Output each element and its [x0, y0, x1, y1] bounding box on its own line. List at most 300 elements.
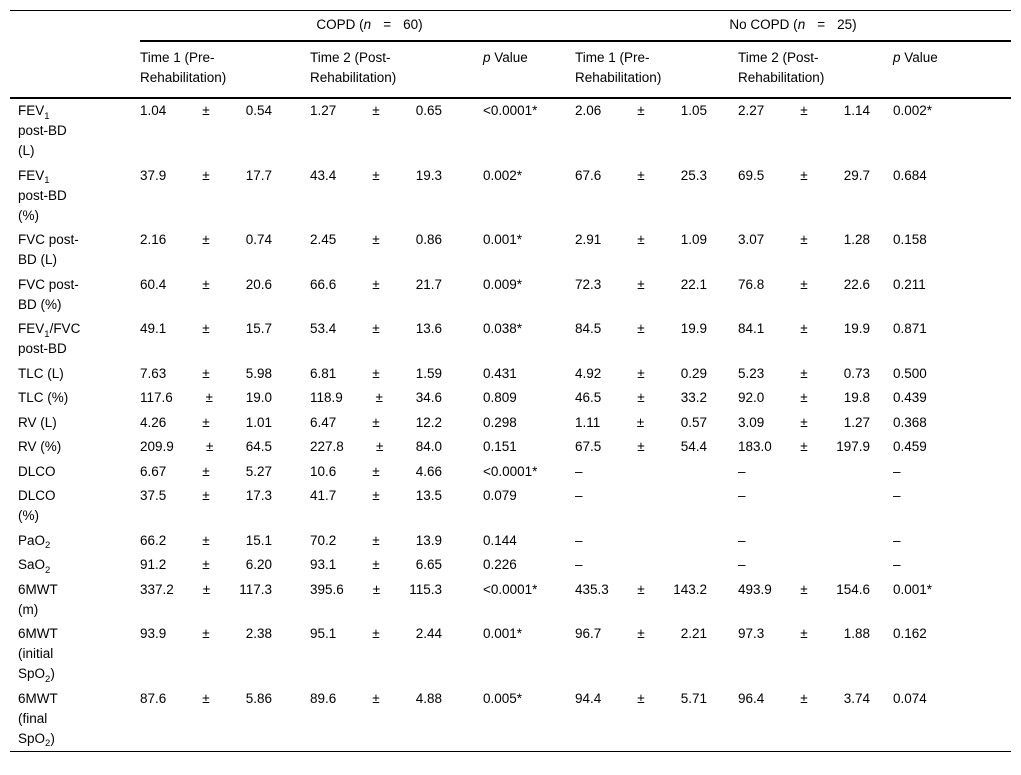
mean-value: 41.7: [310, 488, 337, 503]
group-label-text: No COPD (: [729, 17, 798, 32]
nocopd-time1-cell: [575, 411, 720, 436]
column-gap: [883, 484, 893, 529]
mean-value: 93.1: [310, 557, 337, 572]
copd-pvalue-cell: [483, 317, 575, 362]
row-label-text: BD (L): [18, 252, 58, 267]
measurement-value: [310, 230, 442, 250]
mean-value: 227.8: [310, 439, 344, 454]
column-gap: [883, 362, 893, 387]
missing-value-dash: –: [738, 532, 746, 548]
column-gap: [455, 273, 483, 318]
copd-pvalue-cell: [483, 273, 575, 318]
nocopd-time1-cell: [575, 687, 720, 752]
plus-minus-sign: ±: [800, 232, 808, 247]
row-label-text: post-BD: [18, 187, 67, 203]
column-gap: [720, 578, 738, 623]
table-row: [10, 529, 1011, 554]
p-value-text: 0.074: [893, 690, 927, 706]
plus-minus-sign: ±: [202, 414, 210, 430]
plus-minus-sign: ±: [202, 581, 211, 597]
row-label: [10, 529, 140, 554]
row-label-text: 6MWT: [18, 626, 58, 641]
plus-minus-sign: ±: [202, 532, 210, 548]
copd-pvalue-cell: [483, 386, 575, 411]
column-header-copd-time2: Time 2 (Post-Rehabilitation): [310, 41, 455, 98]
column-gap: [720, 687, 738, 752]
column-header-nocopd-pvalue: [893, 41, 1011, 98]
measurement-value: [738, 230, 870, 250]
row-label: [10, 386, 140, 411]
missing-value-dash: –: [575, 463, 583, 479]
measurement-value: [310, 531, 442, 551]
plus-minus-sign: ±: [637, 439, 645, 454]
table-row: [10, 228, 1011, 273]
row-label-text: ): [50, 666, 55, 681]
row-label-text: FEV: [18, 167, 45, 183]
mean-value: 117.6: [140, 390, 173, 405]
row-label: [10, 622, 140, 687]
plus-minus-sign: ±: [372, 321, 380, 336]
group-header-no-copd: [575, 11, 1011, 42]
copd-pvalue-cell: [483, 529, 575, 554]
copd-pvalue-cell: [483, 228, 575, 273]
p-value-text: 0.298: [483, 414, 517, 430]
measurement-value: [575, 624, 707, 644]
sd-value: 1.27: [843, 414, 870, 430]
nocopd-time1-cell: [575, 98, 720, 164]
measurement-value: [738, 166, 870, 186]
plus-minus-sign: ±: [372, 532, 380, 548]
plus-minus-sign: ±: [800, 365, 808, 381]
plus-minus-sign: ±: [372, 232, 380, 247]
measurement-value: [310, 689, 442, 709]
copd-time1-cell: [140, 317, 285, 362]
row-label-text: SaO: [18, 557, 46, 572]
copd-time1-cell: [140, 460, 285, 485]
column-gap: [883, 460, 893, 485]
mean-value: 49.1: [140, 321, 167, 336]
row-label-text: post-BD: [18, 123, 67, 138]
mean-value: 97.3: [738, 626, 765, 641]
p-value-text: 0.226: [483, 557, 517, 572]
sd-value: 13.9: [415, 532, 442, 548]
measurement-value: [575, 101, 707, 121]
sd-value: 6.20: [245, 557, 272, 572]
mean-value: 10.6: [310, 463, 337, 479]
nocopd-pvalue-cell: [893, 529, 1011, 554]
sd-value: 2.21: [680, 626, 707, 641]
column-gap: [720, 460, 738, 485]
measurement-value: [738, 689, 870, 709]
measurement-value: [140, 624, 272, 644]
column-gap: [285, 460, 310, 485]
mean-value: 91.2: [140, 557, 167, 572]
p-value-text: –: [893, 488, 901, 503]
missing-value-dash: –: [575, 532, 583, 548]
p-value-text: 0.144: [483, 532, 517, 548]
mean-value: 6.47: [310, 414, 337, 430]
row-label-text: DLCO: [18, 488, 56, 503]
plus-minus-sign: ±: [372, 167, 380, 183]
column-gap: [883, 386, 893, 411]
measurement-value: [575, 388, 707, 408]
p-value-text: –: [893, 463, 901, 479]
p-value-text: 0.368: [893, 414, 927, 430]
mean-value: 66.6: [310, 276, 337, 292]
table-row: [10, 553, 1011, 578]
measurement-value: [140, 689, 272, 709]
column-gap: [455, 578, 483, 623]
mean-value: 1.04: [140, 103, 167, 118]
sd-value: 64.5: [245, 439, 272, 454]
mean-value: 37.5: [140, 488, 167, 503]
plus-minus-sign: ±: [372, 414, 380, 430]
nocopd-time1-cell: [575, 386, 720, 411]
plus-minus-sign: ±: [800, 321, 808, 336]
measurement-value: [310, 462, 442, 482]
copd-time2-cell: [310, 386, 455, 411]
mean-value: 96.7: [575, 626, 602, 641]
table-body: [10, 98, 1011, 752]
row-label-text: (%): [18, 207, 39, 223]
p-value-text: –: [893, 557, 901, 572]
nocopd-time1-cell: [575, 529, 720, 554]
plus-minus-sign: ±: [202, 321, 210, 336]
nocopd-time2-cell: [738, 411, 883, 436]
row-label-text: SpO: [18, 730, 46, 746]
column-header-copd-time1: Time 1 (Pre-Rehabilitation): [140, 41, 285, 98]
sd-value: 34.6: [415, 390, 442, 405]
sd-value: 29.7: [843, 167, 870, 183]
nocopd-pvalue-cell: [893, 228, 1011, 273]
mean-value: 2.16: [140, 232, 167, 247]
row-label-text: TLC (L): [18, 365, 64, 381]
copd-time1-cell: [140, 411, 285, 436]
nocopd-time1-cell: [575, 578, 720, 623]
table-row: [10, 578, 1011, 623]
row-label: [10, 411, 140, 436]
copd-time2-cell: [310, 273, 455, 318]
column-gap: [285, 484, 310, 529]
column-gap: [455, 687, 483, 752]
plus-minus-sign: ±: [376, 439, 384, 454]
row-label: [10, 228, 140, 273]
mean-value: 1.27: [310, 103, 337, 118]
p-value-text: 0.002*: [893, 103, 933, 118]
measurement-value: [310, 624, 442, 644]
table-row: [10, 273, 1011, 318]
table-row: [10, 164, 1011, 229]
sd-value: 115.3: [409, 581, 442, 597]
p-symbol: p: [483, 50, 491, 65]
row-label-subscript: 2: [45, 540, 51, 551]
sd-value: 143.2: [673, 581, 707, 597]
plus-minus-sign: ±: [637, 276, 645, 292]
measurement-value: [575, 437, 707, 457]
p-value-text: 0.001*: [483, 232, 523, 247]
row-label-text: SpO: [18, 666, 46, 681]
p-value-text: 0.431: [483, 365, 517, 381]
nocopd-pvalue-cell: [893, 98, 1011, 164]
group-header-row: [10, 11, 1011, 42]
mean-value: 2.45: [310, 232, 337, 247]
measurement-value: [575, 166, 707, 186]
missing-value-dash: –: [738, 557, 746, 572]
plus-minus-sign: ±: [202, 167, 210, 183]
measurement-value: [575, 364, 707, 384]
measurement-value: [310, 413, 442, 433]
column-header-nocopd-time2: Time 2 (Post-Rehabilitation): [738, 41, 883, 98]
sd-value: 13.5: [415, 488, 442, 503]
nocopd-time2-cell: [738, 317, 883, 362]
plus-minus-sign: ±: [372, 463, 380, 479]
measurement-value: [738, 101, 870, 121]
mean-value: 84.1: [738, 321, 765, 336]
column-gap: [455, 484, 483, 529]
nocopd-pvalue-cell: [893, 553, 1011, 578]
nocopd-pvalue-cell: [893, 164, 1011, 229]
plus-minus-sign: ±: [202, 103, 210, 118]
plus-minus-sign: ±: [372, 557, 380, 572]
mean-value: 6.81: [310, 365, 337, 381]
copd-time2-cell: [310, 553, 455, 578]
copd-pvalue-cell: [483, 687, 575, 752]
p-value-text: 0.005*: [483, 690, 523, 706]
mean-value: 3.09: [738, 414, 765, 430]
sd-value: 17.3: [245, 488, 272, 503]
copd-time2-cell: [310, 435, 455, 460]
missing-value-dash: –: [738, 463, 746, 479]
table-row: [10, 622, 1011, 687]
mean-value: 69.5: [738, 167, 765, 183]
plus-minus-sign: ±: [205, 390, 213, 405]
sd-value: 5.71: [680, 690, 707, 706]
column-gap: [455, 553, 483, 578]
sd-value: 0.65: [415, 103, 442, 118]
nocopd-time2-cell: [738, 578, 883, 623]
mean-value: 70.2: [310, 532, 337, 548]
mean-value: 87.6: [140, 690, 167, 706]
copd-time2-cell: [310, 484, 455, 529]
table-row: [10, 460, 1011, 485]
column-gap: [455, 435, 483, 460]
row-label-subscript: 2: [45, 673, 51, 685]
measurement-value: [738, 275, 870, 295]
mean-value: 4.92: [575, 365, 602, 381]
column-gap: [285, 622, 310, 687]
measurement-value: [575, 413, 707, 433]
sd-value: 22.6: [843, 276, 870, 292]
column-gap: [285, 687, 310, 752]
missing-value-dash: –: [575, 488, 583, 503]
row-label: [10, 553, 140, 578]
table-row: [10, 411, 1011, 436]
mean-value: 493.9: [738, 581, 772, 597]
plus-minus-sign: ±: [372, 626, 380, 641]
row-label-text: RV (%): [18, 439, 62, 454]
equals-sign: =: [817, 17, 826, 32]
row-label: [10, 578, 140, 623]
measurement-value: [310, 101, 442, 121]
sd-value: 5.86: [245, 690, 272, 706]
measurement-value: [310, 364, 442, 384]
nocopd-pvalue-cell: [893, 687, 1011, 752]
measurement-value: [140, 275, 272, 295]
column-gap: [720, 228, 738, 273]
column-gap: [720, 529, 738, 554]
mean-value: 93.9: [140, 626, 167, 641]
column-gap: [720, 41, 738, 98]
p-value-text: 0.038*: [483, 321, 523, 336]
copd-pvalue-cell: [483, 411, 575, 436]
column-gap: [720, 411, 738, 436]
mean-value: 37.9: [140, 167, 167, 183]
sd-value: 12.2: [415, 414, 442, 430]
nocopd-time1-cell: [575, 553, 720, 578]
mean-value: 67.6: [575, 167, 602, 183]
column-gap: [883, 687, 893, 752]
row-label-text: FEV: [18, 321, 45, 336]
column-gap: [720, 362, 738, 387]
nocopd-time2-cell: [738, 484, 883, 529]
table-row: [10, 386, 1011, 411]
column-gap: [883, 578, 893, 623]
mean-value: 4.26: [140, 414, 167, 430]
sd-value: 3.74: [843, 690, 870, 706]
measurement-value: [140, 437, 272, 457]
measurement-value: [140, 388, 272, 408]
nocopd-time1-cell: [575, 228, 720, 273]
n-symbol: n: [363, 17, 372, 32]
nocopd-time2-cell: [738, 386, 883, 411]
mean-value: 7.63: [140, 365, 167, 381]
sd-value: 0.86: [415, 232, 442, 247]
sd-value: 0.57: [680, 414, 707, 430]
column-gap: [285, 386, 310, 411]
column-gap: [285, 362, 310, 387]
column-gap: [455, 460, 483, 485]
row-label: [10, 98, 140, 164]
row-label-text: RV (L): [18, 414, 57, 430]
measurement-value: [140, 230, 272, 250]
column-gap: [720, 553, 738, 578]
sd-value: 0.73: [843, 365, 870, 381]
row-label: [10, 435, 140, 460]
copd-time1-cell: [140, 273, 285, 318]
table-row: [10, 362, 1011, 387]
plus-minus-sign: ±: [637, 581, 645, 597]
copd-pvalue-cell: [483, 435, 575, 460]
mean-value: 3.07: [738, 232, 765, 247]
sd-value: 54.4: [680, 439, 707, 454]
copd-time1-cell: [140, 362, 285, 387]
measurement-value: [738, 580, 870, 600]
measurement-value: [140, 555, 272, 575]
column-gap: [285, 553, 310, 578]
nocopd-time2-cell: [738, 98, 883, 164]
nocopd-time1-cell: [575, 273, 720, 318]
sd-value: 21.7: [415, 276, 442, 292]
row-label-text: PaO: [18, 532, 46, 548]
row-label-subscript: 1: [44, 175, 50, 186]
column-gap: [720, 317, 738, 362]
copd-time2-cell: [310, 362, 455, 387]
measurement-value: [738, 319, 870, 339]
nocopd-pvalue-cell: [893, 362, 1011, 387]
sd-value: 19.8: [843, 390, 870, 405]
equals-sign: =: [383, 17, 392, 32]
p-value-text: 0.009*: [483, 276, 523, 292]
column-gap: [455, 317, 483, 362]
row-label-text: /FVC: [49, 321, 81, 336]
nocopd-time1-cell: [575, 484, 720, 529]
plus-minus-sign: ±: [206, 439, 214, 454]
p-value-text: 0.158: [893, 232, 927, 247]
column-gap: [285, 411, 310, 436]
measurement-value: [310, 437, 442, 457]
nocopd-time2-cell: [738, 435, 883, 460]
row-label-text: (L): [18, 143, 35, 158]
row-label-subscript: 2: [45, 738, 51, 749]
p-value-text: 0.871: [893, 321, 927, 336]
nocopd-time1-cell: [575, 622, 720, 687]
measurement-value: [738, 437, 870, 457]
plus-minus-sign: ±: [637, 103, 645, 118]
row-label-text: 6MWT: [18, 581, 58, 597]
measurement-value: [738, 413, 870, 433]
copd-pvalue-cell: [483, 460, 575, 485]
nocopd-time2-cell: [738, 553, 883, 578]
plus-minus-sign: ±: [372, 365, 380, 381]
nocopd-time2-cell: [738, 273, 883, 318]
plus-minus-sign: ±: [375, 390, 383, 405]
copd-pvalue-cell: [483, 164, 575, 229]
mean-value: 118.9: [310, 390, 343, 405]
p-value-text: 0.001*: [893, 581, 933, 597]
plus-minus-sign: ±: [202, 463, 210, 479]
plus-minus-sign: ±: [637, 321, 645, 336]
row-label-text: BD (%): [18, 296, 62, 312]
group-n-value: 25): [837, 17, 857, 32]
column-gap: [455, 41, 483, 98]
row-label-text: ): [50, 730, 55, 746]
column-gap: [455, 362, 483, 387]
mean-value: 94.4: [575, 690, 602, 706]
p-value-text: 0.500: [893, 365, 927, 381]
nocopd-time2-cell: [738, 622, 883, 687]
mean-value: 95.1: [310, 626, 337, 641]
p-value-text: 0.001*: [483, 626, 523, 641]
mean-value: 6.67: [140, 463, 167, 479]
row-label-text: FEV: [18, 103, 45, 118]
column-gap: [720, 386, 738, 411]
group-header-spacer: [10, 11, 140, 42]
copd-time2-cell: [310, 411, 455, 436]
mean-value: 46.5: [575, 390, 602, 405]
column-gap: [285, 41, 310, 98]
missing-value-dash: –: [575, 557, 583, 572]
sd-value: 20.6: [245, 276, 272, 292]
sd-value: 1.14: [843, 103, 870, 118]
table-row: [10, 317, 1011, 362]
column-gap: [883, 435, 893, 460]
p-value-text: 0.684: [893, 167, 927, 183]
sd-value: 2.38: [245, 626, 272, 641]
sd-value: 0.54: [245, 103, 272, 118]
sd-value: 6.65: [415, 557, 442, 572]
mean-value: 183.0: [738, 439, 772, 454]
copd-time1-cell: [140, 578, 285, 623]
